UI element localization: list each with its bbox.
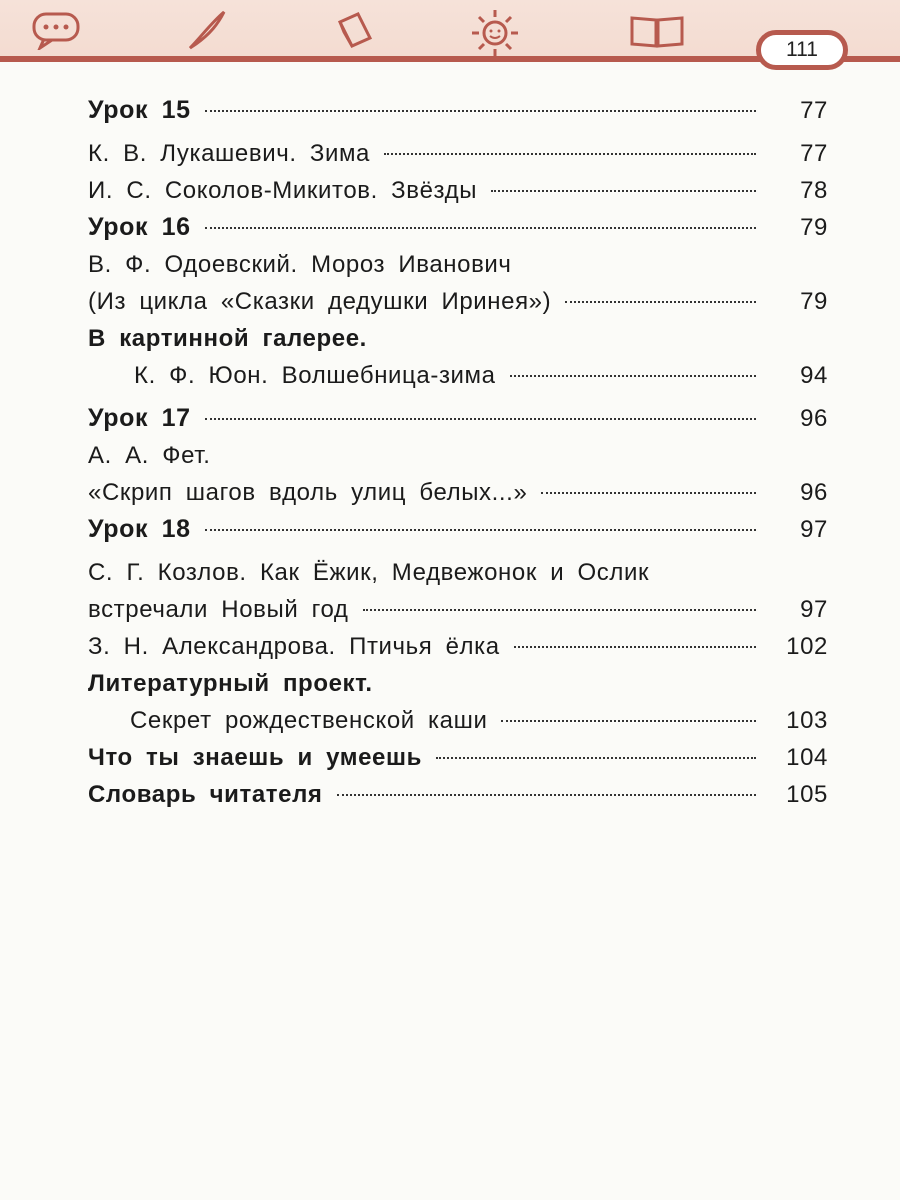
leader-dots <box>205 418 756 420</box>
toc-title: «Скрип шагов вдоль улиц белых...» <box>88 479 528 506</box>
leader-dots <box>565 301 756 303</box>
leader-dots <box>491 190 756 192</box>
toc-title: З. Н. Александрова. Птичья ёлка <box>88 633 500 660</box>
toc-row-odoevsky[interactable] <box>88 283 828 320</box>
toc-row-fet[interactable] <box>88 474 828 511</box>
toc-row-sokolov-mikitov[interactable] <box>88 172 828 209</box>
toc-row-lesson-18[interactable] <box>88 511 828 548</box>
toc-row-kozlov[interactable] <box>88 591 828 628</box>
toc-title: Урок 16 <box>88 213 191 241</box>
leader-dots <box>363 609 756 611</box>
leader-dots <box>205 110 756 112</box>
leader-dots <box>501 720 756 722</box>
toc-page: 94 <box>800 362 828 389</box>
toc-page: 78 <box>800 177 828 204</box>
leader-dots <box>205 529 756 531</box>
toc-page: 96 <box>800 479 828 506</box>
header-rule <box>0 56 760 62</box>
section-heading-project: Литературный проект. <box>88 670 373 697</box>
toc-title: Секрет рождественской каши <box>130 707 488 734</box>
toc-title: (Из цикла «Сказки дедушки Иринея») <box>88 288 552 315</box>
table-of-contents <box>88 92 828 813</box>
toc-row-aleksandrova[interactable] <box>88 628 828 665</box>
toc-page: 77 <box>800 97 828 124</box>
header-rule-right <box>840 56 900 62</box>
toc-row-yuon[interactable] <box>88 357 828 394</box>
leader-dots <box>205 227 756 229</box>
book-icon <box>330 8 378 54</box>
toc-page: 79 <box>800 214 828 241</box>
toc-title: И. С. Соколов-Микитов. Звёзды <box>88 177 478 204</box>
toc-row-odoevsky-line1[interactable]: В. Ф. Одоевский. Мороз Иванович <box>88 251 512 278</box>
leader-dots <box>436 757 756 759</box>
toc-row-dictionary[interactable] <box>88 776 828 813</box>
toc-row-lesson-15[interactable] <box>88 92 828 129</box>
toc-title: Словарь читателя <box>88 781 323 808</box>
toc-title: встречали Новый год <box>88 596 349 623</box>
toc-page: 105 <box>786 781 828 808</box>
toc-row-lesson-17[interactable] <box>88 400 828 437</box>
section-heading-gallery: В картинной галерее. <box>88 325 367 352</box>
toc-page: 97 <box>800 596 828 623</box>
toc-page: 96 <box>800 405 828 432</box>
leader-dots <box>541 492 756 494</box>
toc-page: 103 <box>786 707 828 734</box>
toc-row-porridge[interactable] <box>88 702 828 739</box>
toc-title: Что ты знаешь и умеешь <box>88 744 422 771</box>
leader-dots <box>384 153 756 155</box>
toc-page: 79 <box>800 288 828 315</box>
toc-row-lukashevich[interactable] <box>88 135 828 172</box>
toc-page: 97 <box>800 516 828 543</box>
toc-row-fet-line1[interactable]: А. А. Фет. <box>88 442 211 469</box>
toc-row-lesson-16[interactable] <box>88 209 828 246</box>
leader-dots <box>337 794 756 796</box>
speech-bubble-icon <box>30 8 82 50</box>
feather-icon <box>182 8 230 52</box>
sun-icon <box>470 8 520 58</box>
leader-dots <box>510 375 756 377</box>
toc-title: К. Ф. Юон. Волшебница-зима <box>134 362 496 389</box>
toc-title: Урок 17 <box>88 404 191 432</box>
leader-dots <box>514 646 756 648</box>
toc-page: 104 <box>786 744 828 771</box>
toc-page: 77 <box>800 140 828 167</box>
toc-title: Урок 18 <box>88 515 191 543</box>
page-number: 111 <box>756 30 848 70</box>
open-book-icon <box>628 8 686 54</box>
toc-title: К. В. Лукашевич. Зима <box>88 140 371 167</box>
toc-page: 102 <box>786 633 828 660</box>
toc-row-quiz[interactable] <box>88 739 828 776</box>
toc-title: Урок 15 <box>88 96 191 124</box>
toc-row-kozlov-line1[interactable]: С. Г. Козлов. Как Ёжик, Медвежонок и Ослик <box>88 559 650 586</box>
